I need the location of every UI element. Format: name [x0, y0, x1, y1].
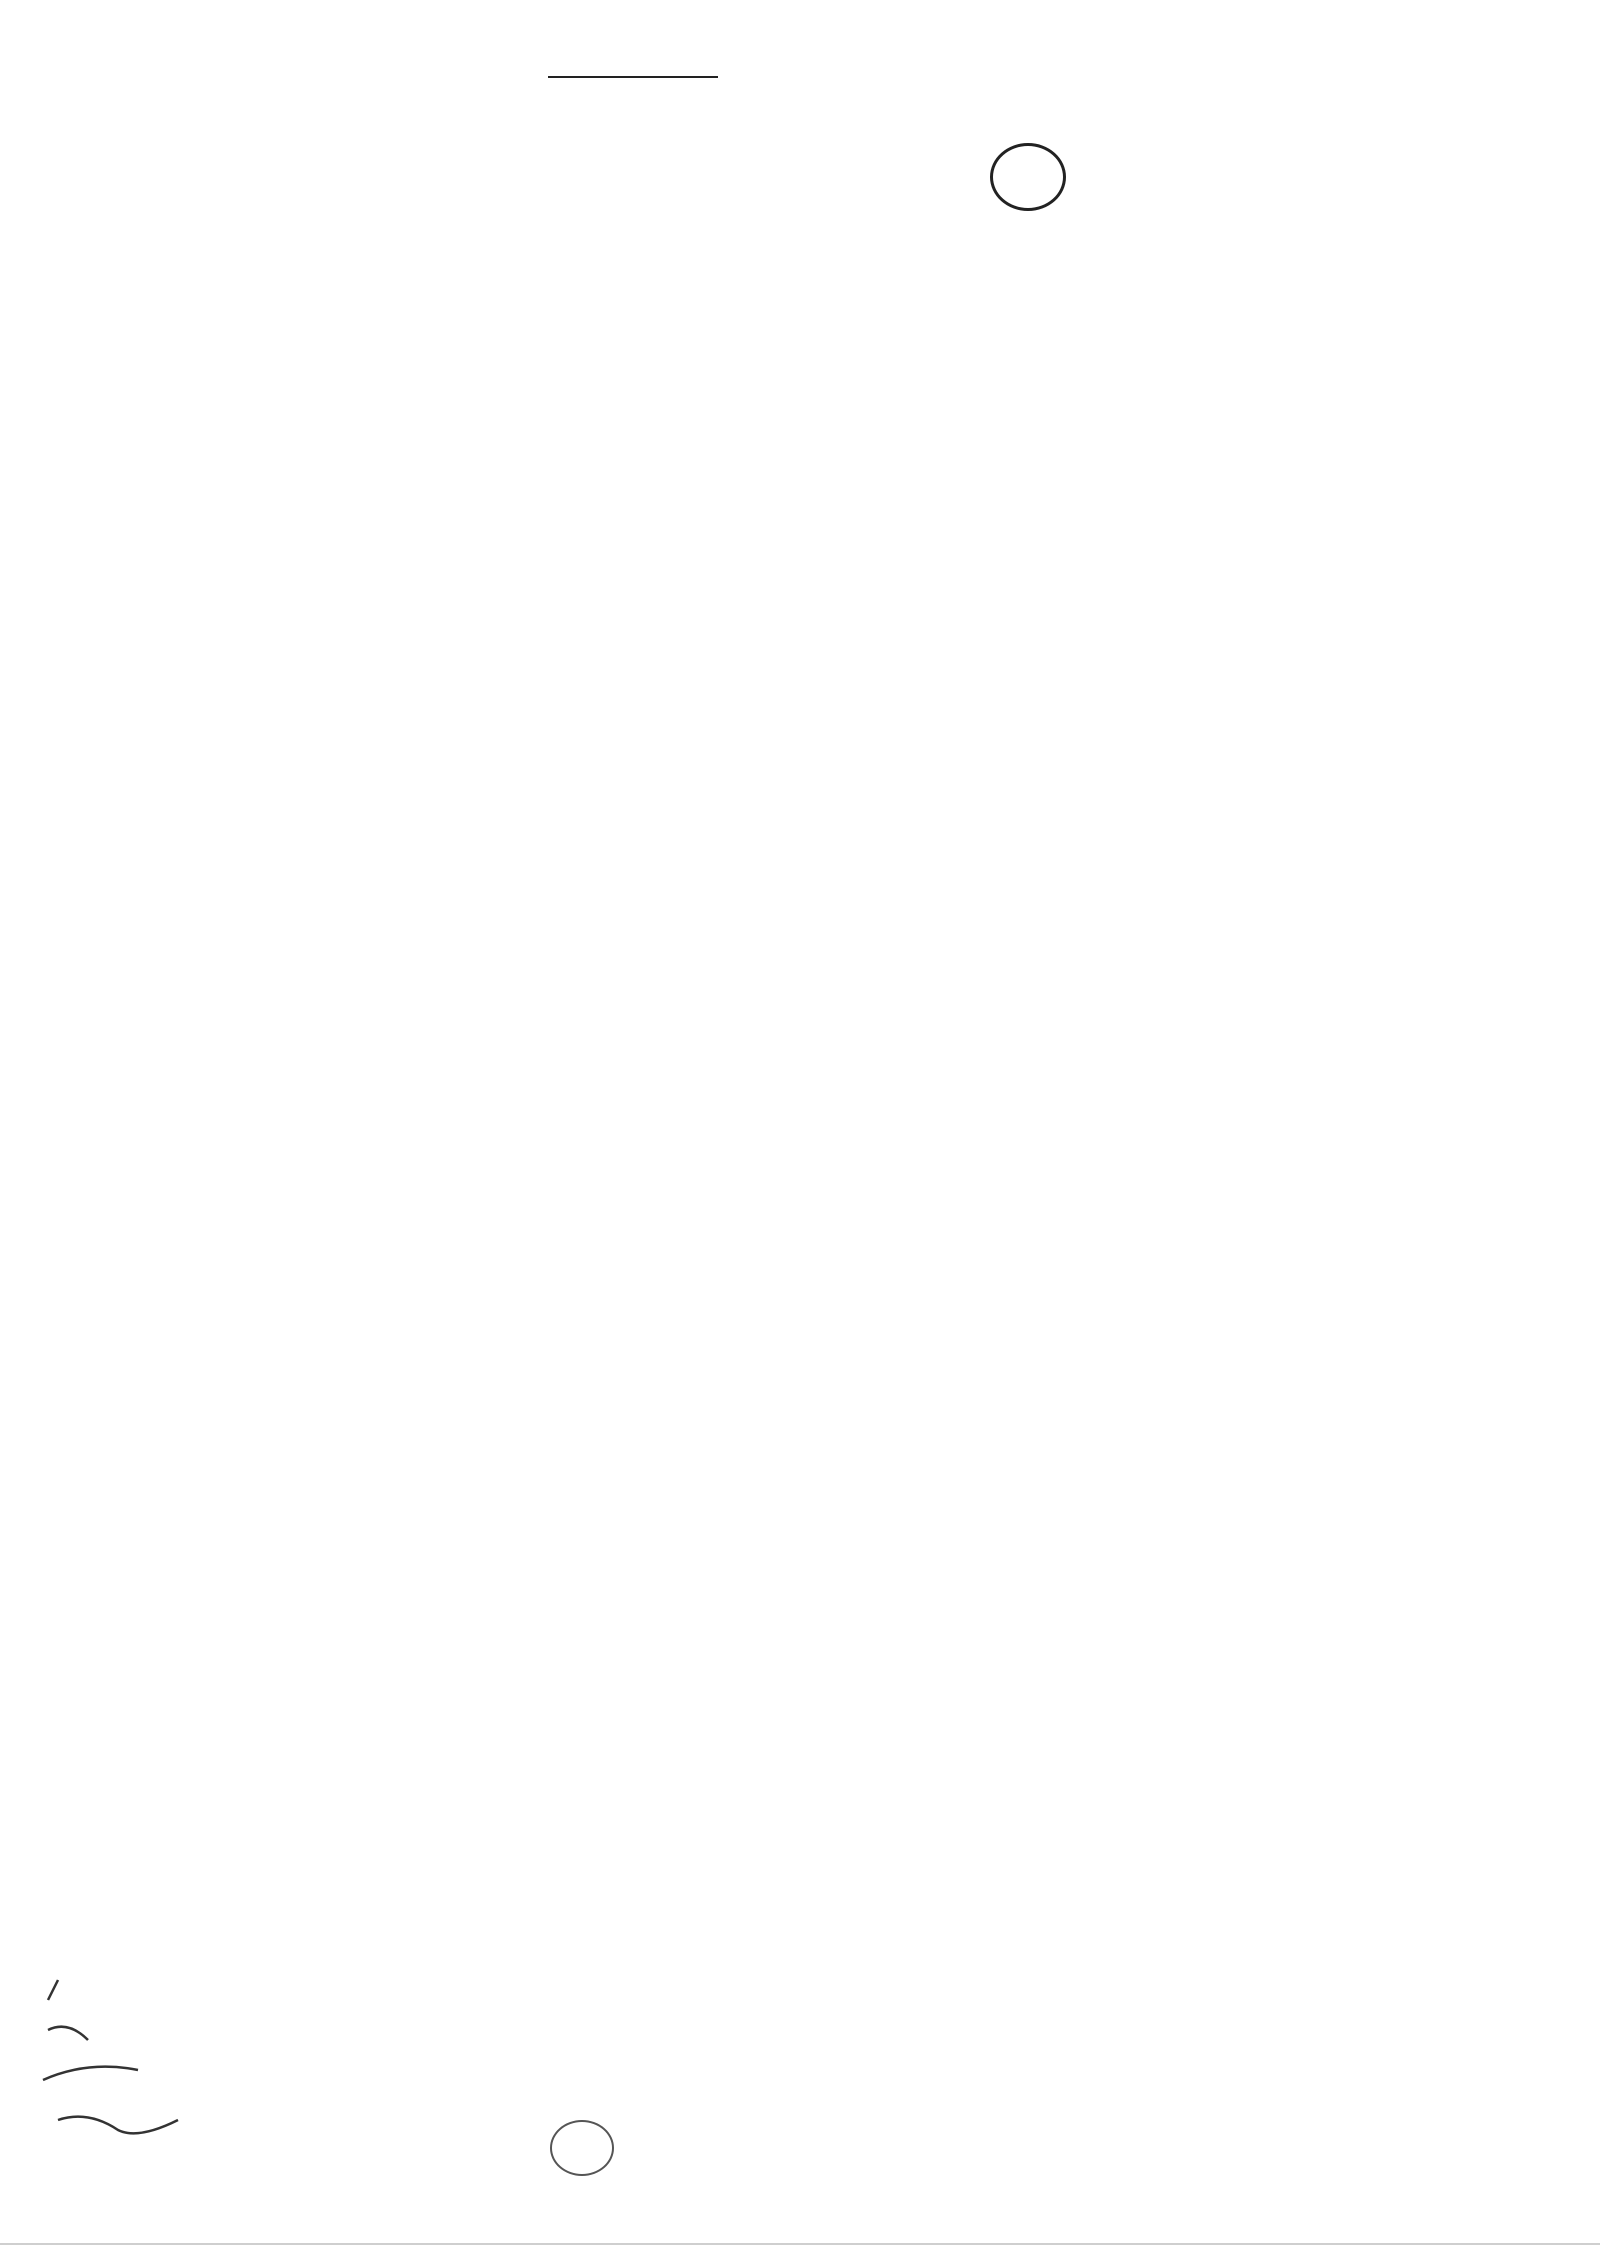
- page-number-circle: [550, 2120, 614, 2176]
- circled-number: [990, 143, 1066, 211]
- scan-bottom-edge: [0, 2243, 1600, 2245]
- handwritten-signature-stamp: [28, 1960, 248, 2160]
- heading-underline: [548, 76, 718, 78]
